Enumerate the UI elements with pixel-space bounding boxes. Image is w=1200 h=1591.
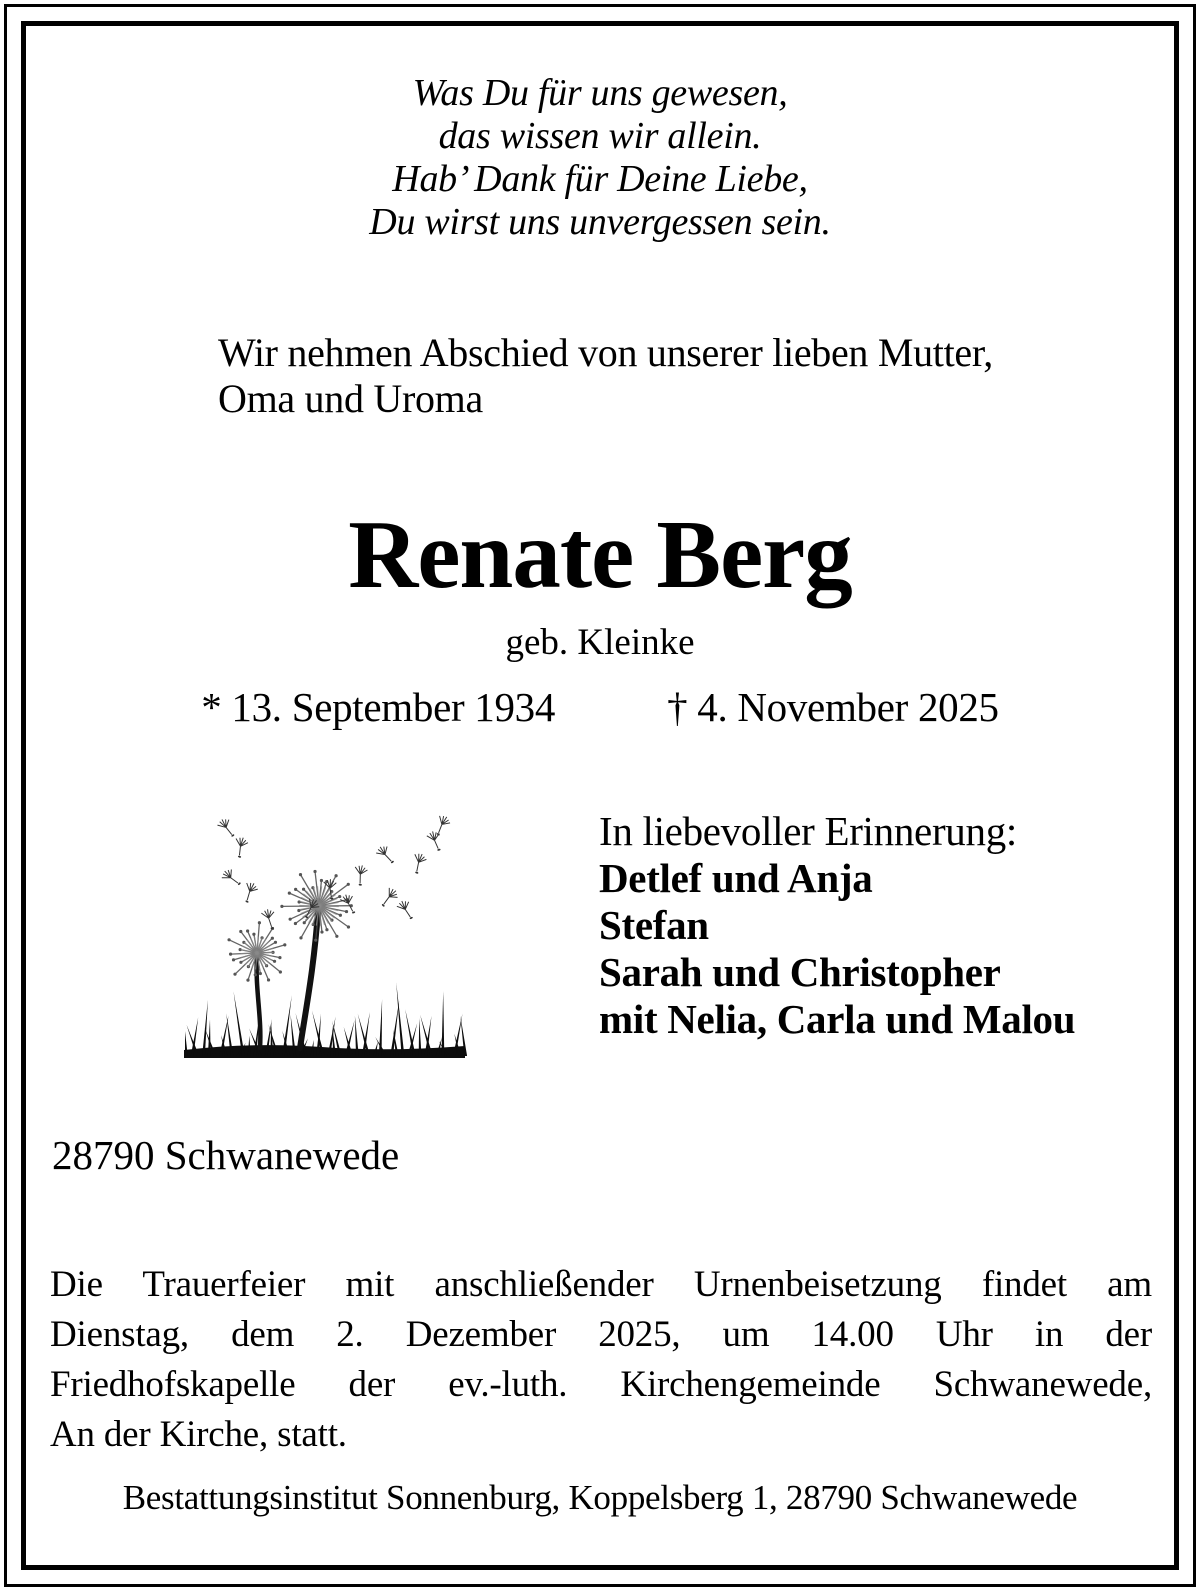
birth-date: * 13. September 1934 (201, 684, 556, 730)
mourner-name: Sarah und Christopher (599, 949, 1001, 995)
funeral-announcement (50, 1260, 1152, 1460)
mourner-name: Stefan (599, 902, 709, 948)
mourner-name: Detlef und Anja (599, 855, 873, 901)
intro-line: Oma und Uroma (218, 376, 483, 421)
poem-line: Du wirst uns unvergessen sein. (369, 201, 831, 243)
maiden-name: geb. Kleinke (505, 622, 695, 663)
poem-line: Hab’ Dank für Deine Liebe, (392, 158, 808, 200)
dandelion-illustration (182, 793, 467, 1063)
memorial-block (599, 808, 1159, 1043)
city-line: 28790 Schwanewede (52, 1132, 400, 1178)
funeral-line: An der Kirche, statt. (50, 1414, 347, 1455)
funeral-home-line: Bestattungsinstitut Sonnenburg, Koppelsberg 1, 28790 Schwanewede (122, 1478, 1078, 1517)
funeral-line: Dienstag, dem 2. Dezember 2025, um 14.00 Uhr in der (50, 1314, 1152, 1355)
deceased-name: Renate Berg (348, 501, 852, 608)
death-date: † 4. November 2025 (667, 684, 999, 730)
mourner-name: mit Nelia, Carla und Malou (599, 996, 1076, 1042)
memorial-heading: In liebevoller Erinnerung: (599, 808, 1017, 854)
poem-line: Was Du für uns gewesen, (412, 72, 788, 114)
funeral-line: Friedhofskapelle der ev.-luth. Kirchengemeinde Schwanewede, (50, 1364, 1152, 1405)
life-dates (0, 684, 1200, 730)
funeral-line: Die Trauerfeier mit anschließender Urnenbeisetzung findet am (50, 1264, 1152, 1305)
farewell-intro (218, 330, 1138, 422)
intro-line: Wir nehmen Abschied von unserer lieben Mutter, (218, 330, 993, 375)
memorial-poem (0, 72, 1200, 244)
poem-line: das wissen wir allein. (438, 115, 762, 157)
